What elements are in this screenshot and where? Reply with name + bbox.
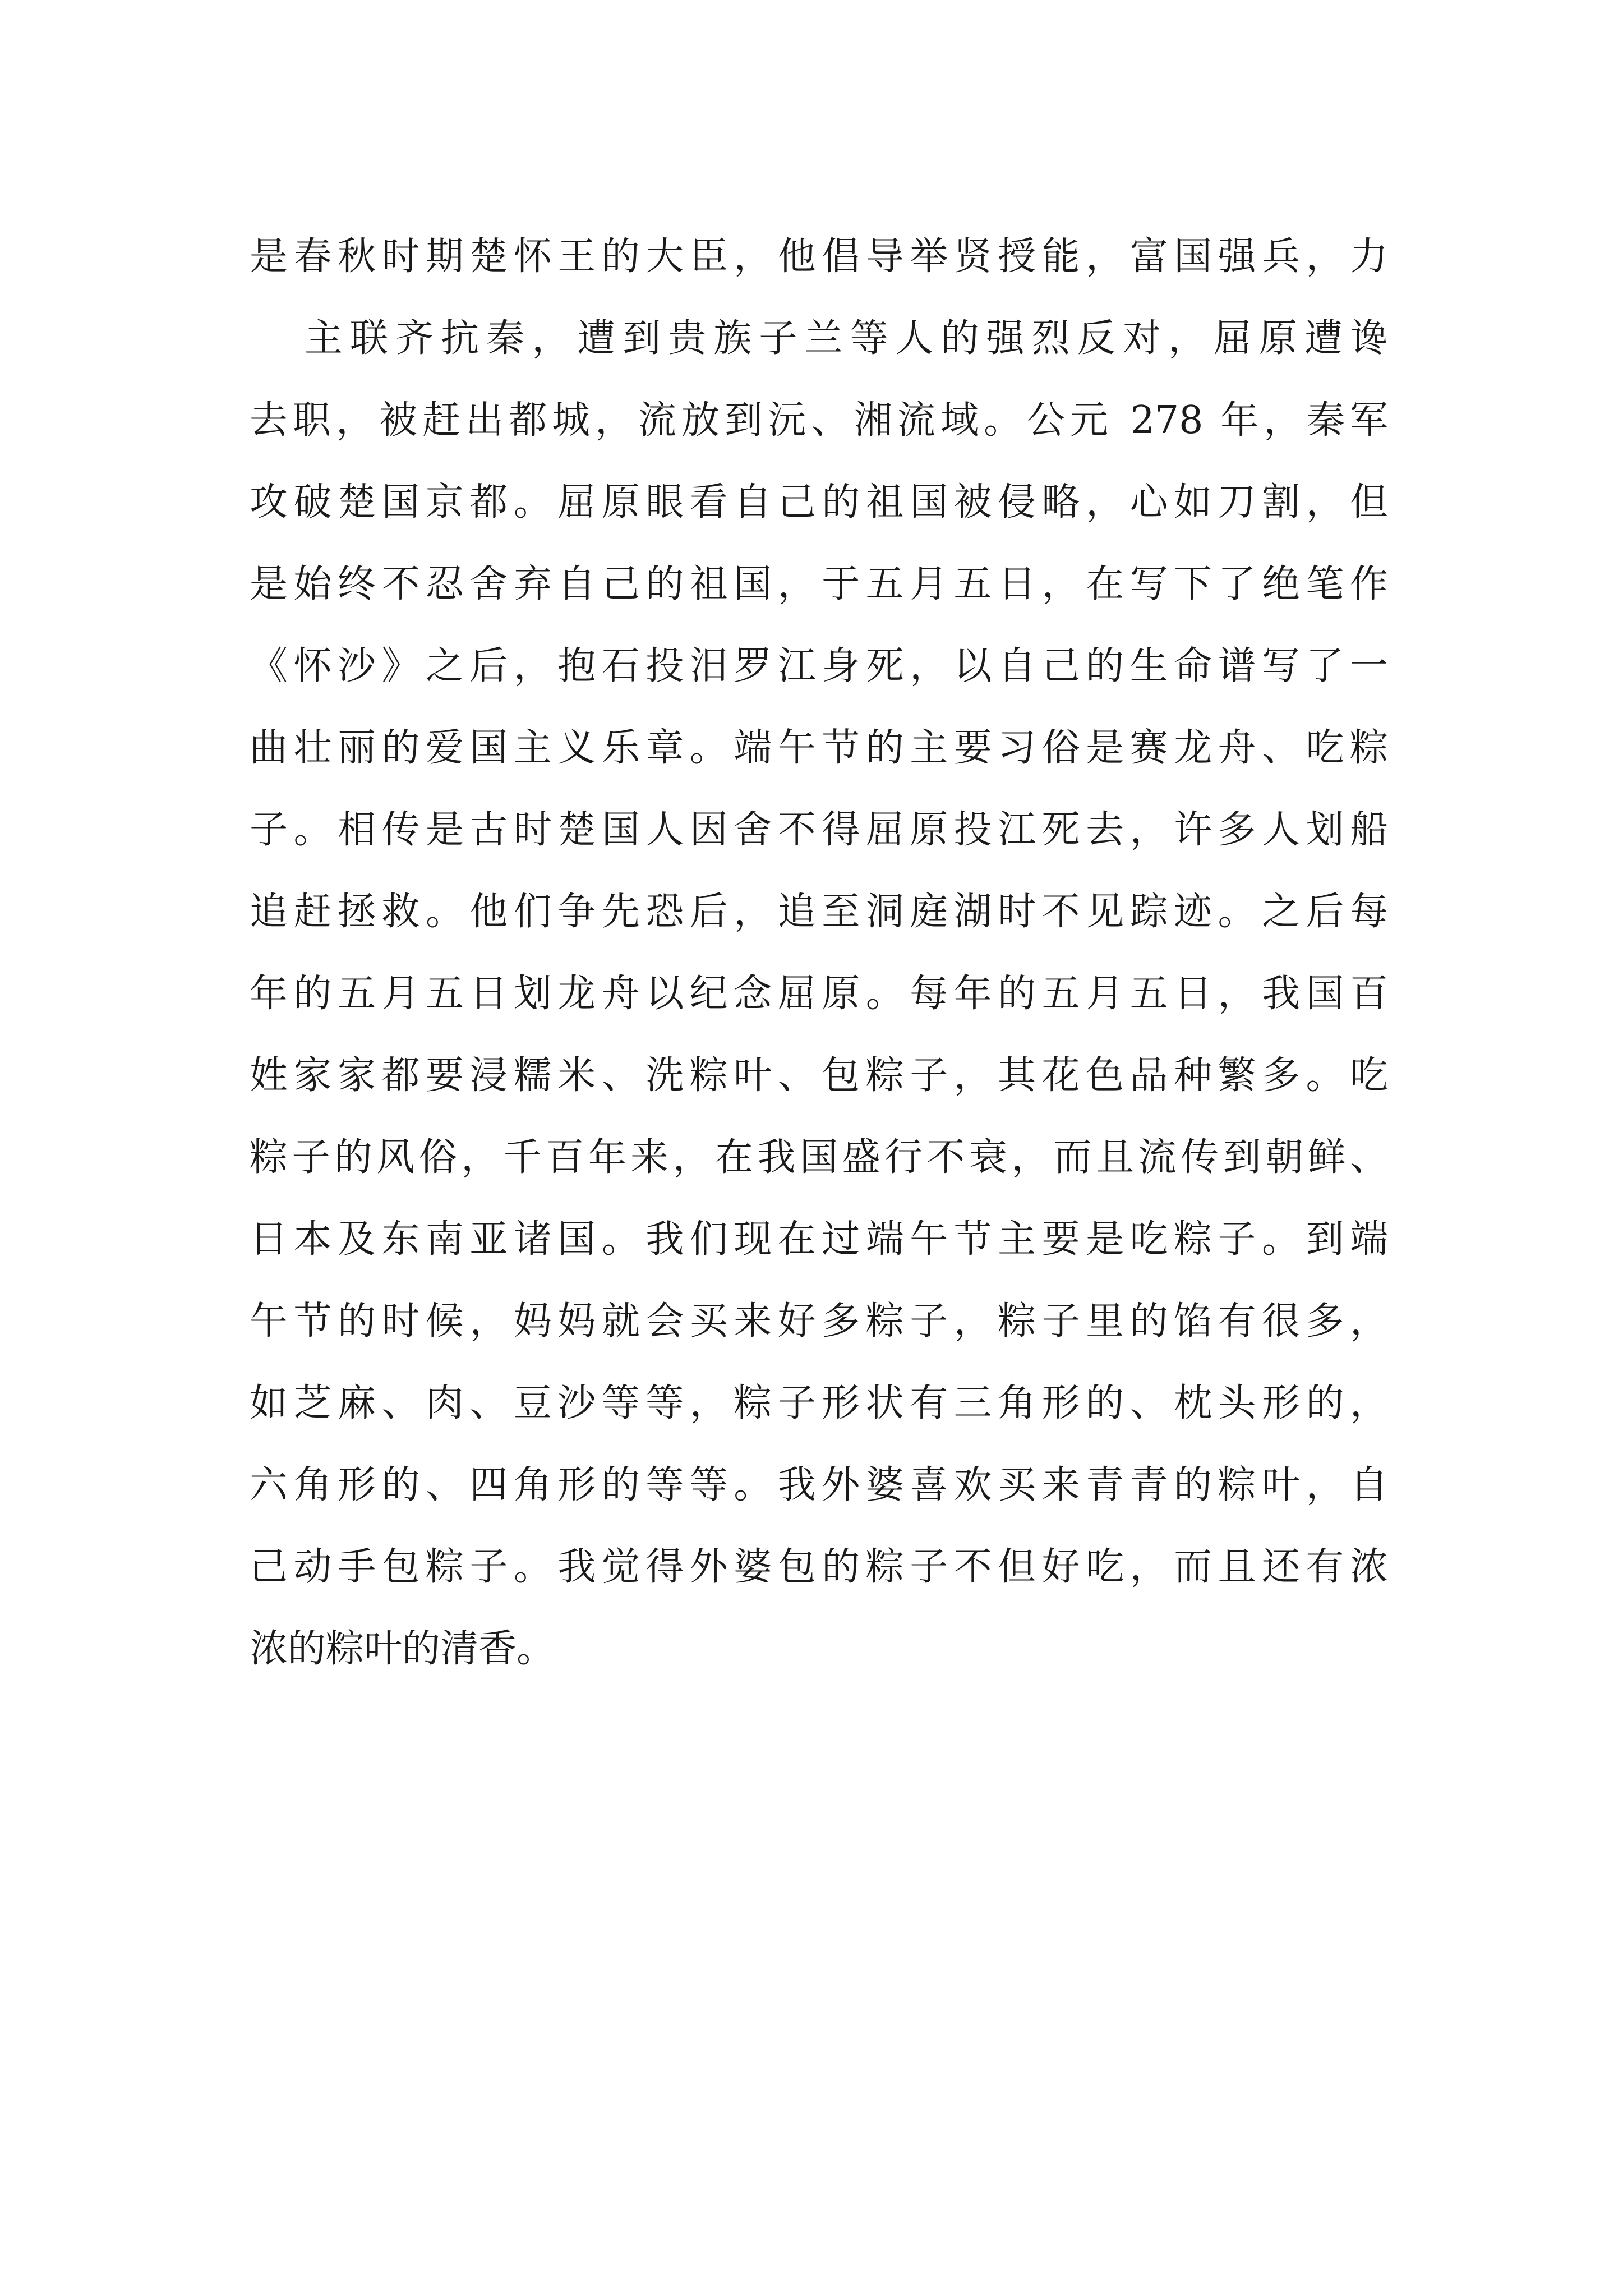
text-line-12: 粽子的风俗，千百年来，在我国盛行不衰，而且流传到朝鲜、 [250,1135,1388,1180]
text-line-3: 去职，被赶出都城，流放到沅、湘流域。公元 278 年，秦军 [250,398,1388,443]
text-line-1: 是春秋时期楚怀王的大臣，他倡导举贤授能，富国强兵，力 [250,234,1388,279]
text-line-11: 姓家家都要浸糯米、洗粽叶、包粽子，其花色品种繁多。吃 [250,1053,1388,1098]
text-line-10: 年的五月五日划龙舟以纪念屈原。每年的五月五日，我国百 [250,972,1388,1016]
text-line-16: 六角形的、四角形的等等。我外婆喜欢买来青青的粽叶，自 [250,1463,1388,1507]
text-line-14: 午节的时候，妈妈就会买来好多粽子，粽子里的馅有很多， [250,1299,1388,1343]
text-line-4: 攻破楚国京都。屈原眼看自己的祖国被侵略，心如刀割，但 [250,480,1388,524]
text-line-15: 如芝麻、肉、豆沙等等，粽子形状有三角形的、枕头形的， [250,1381,1388,1425]
text-line-13: 日本及东南亚诸国。我们现在过端午节主要是吃粽子。到端 [250,1217,1388,1262]
text-line-9: 追赶拯救。他们争先恐后，追至洞庭湖时不见踪迹。之后每 [250,890,1388,934]
text-line-2: 主联齐抗秦，遭到贵族子兰等人的强烈反对，屈原遭谗 [305,316,1388,361]
text-line-8: 子。相传是古时楚国人因舍不得屈原投江死去，许多人划船 [250,808,1388,852]
text-line-5: 是始终不忍舍弃自己的祖国，于五月五日，在写下了绝笔作 [250,562,1388,606]
text-line-17: 己动手包粽子。我觉得外婆包的粽子不但好吃，而且还有浓 [250,1545,1388,1589]
text-line-6: 《怀沙》之后，抱石投汨罗江身死，以自己的生命谱写了一 [250,644,1388,688]
text-line-18: 浓的粽叶的清香。 [250,1627,555,1671]
text-line-7: 曲壮丽的爱国主义乐章。端午节的主要习俗是赛龙舟、吃粽 [250,726,1388,770]
essay-text [250,216,1388,1690]
